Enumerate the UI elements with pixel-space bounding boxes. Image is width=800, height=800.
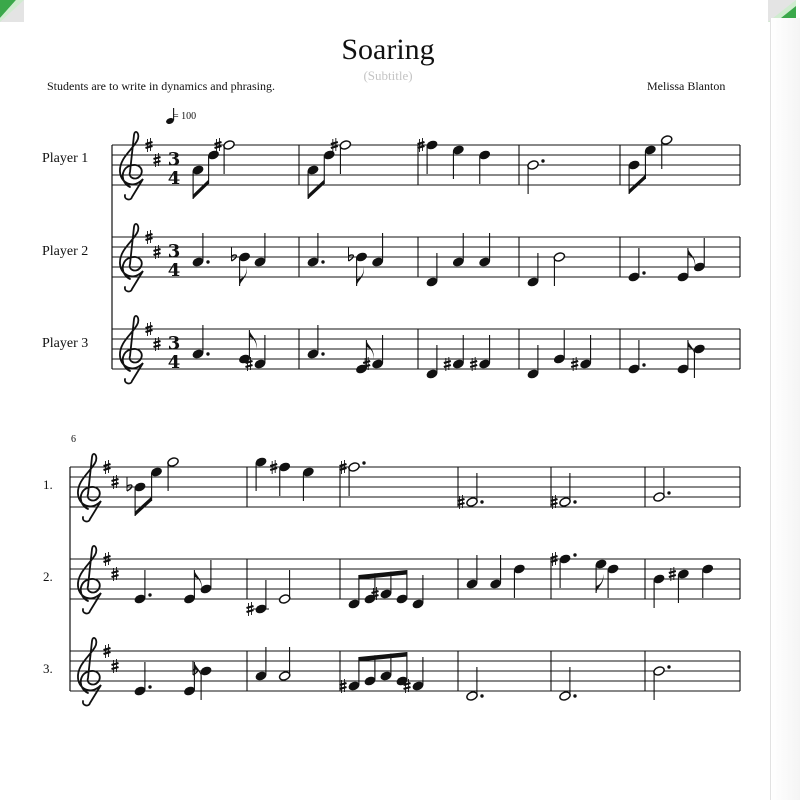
part-label-player-1: Player 1 (42, 151, 89, 166)
augmentation-dot (667, 665, 670, 668)
sharp-bar (270, 464, 277, 466)
sharp-bar (669, 571, 676, 573)
sharp-bar (104, 648, 111, 650)
treble-clef-icon (120, 316, 143, 384)
sharp-bar (146, 142, 153, 144)
treble-clef-path (78, 638, 101, 706)
time-signature-numerator: 3 (167, 241, 181, 262)
sharp-bar (404, 687, 411, 689)
sharp-bar (571, 361, 578, 363)
sharp-bar (154, 161, 161, 163)
time-signature-denominator: 4 (167, 260, 181, 281)
sharp-bar (418, 142, 425, 144)
score-instructions: Students are to write in dynamics and phrasing. (47, 79, 275, 93)
sharp-bar (270, 468, 277, 470)
note-flag (357, 267, 364, 286)
beam (135, 497, 152, 517)
beam (308, 180, 324, 200)
sharp-bar (215, 142, 222, 144)
sharp-bar (146, 146, 153, 148)
sharp-bar (104, 556, 111, 558)
augmentation-dot (148, 685, 151, 688)
sharp-bar (331, 146, 338, 148)
sharp-bar (104, 560, 111, 562)
note-flag (596, 574, 603, 593)
treble-clef-path (120, 224, 143, 292)
treble-clef-path (120, 132, 143, 200)
part-label-1: 1. (43, 477, 53, 492)
sharp-bar (246, 365, 253, 367)
sharp-bar (154, 341, 161, 343)
beam (359, 570, 407, 580)
sharp-bar (247, 606, 254, 608)
augmentation-dot (573, 500, 576, 503)
sharp-bar (112, 663, 119, 665)
sharp-bar (112, 571, 119, 573)
treble-clef-path (78, 454, 101, 522)
flat-icon (349, 247, 354, 261)
sharp-bar (154, 345, 161, 347)
beam (359, 652, 407, 662)
note-flag (366, 340, 373, 359)
sharp-bar (470, 361, 477, 363)
augmentation-dot (206, 260, 209, 263)
treble-clef-icon (78, 638, 101, 706)
augmentation-dot (573, 694, 576, 697)
part-label-3: 3. (43, 661, 53, 676)
time-signature-denominator: 4 (167, 168, 181, 189)
sharp-bar (146, 238, 153, 240)
augmentation-dot (321, 352, 324, 355)
sharp-bar (104, 468, 111, 470)
flat-bowl (232, 255, 237, 261)
time-signature-denominator: 4 (167, 352, 181, 373)
beam (629, 175, 645, 195)
sharp-bar (340, 464, 347, 466)
augmentation-dot (362, 461, 365, 464)
sharp-bar (112, 575, 119, 577)
treble-clef-icon (78, 546, 101, 614)
sharp-bar (112, 483, 119, 485)
beam (193, 180, 209, 200)
treble-clef-path (120, 316, 143, 384)
augmentation-dot (541, 159, 544, 162)
part-label-player-2: Player 2 (42, 244, 89, 259)
sharp-bar (154, 249, 161, 251)
augmentation-dot (667, 491, 670, 494)
augmentation-dot (206, 352, 209, 355)
treble-clef-icon (120, 132, 143, 200)
note-flag (240, 267, 247, 286)
sharp-bar (154, 253, 161, 255)
part-label-player-3: Player 3 (42, 336, 89, 351)
flat-bowl (127, 485, 132, 491)
sharp-bar (215, 146, 222, 148)
sharp-bar (104, 464, 111, 466)
sharp-bar (331, 142, 338, 144)
sharp-bar (104, 652, 111, 654)
sharp-bar (669, 575, 676, 577)
note-flag (194, 570, 201, 589)
flat-bowl (349, 255, 354, 261)
treble-clef-path (78, 546, 101, 614)
sharp-bar (247, 610, 254, 612)
sharp-bar (146, 234, 153, 236)
sharp-bar (444, 361, 451, 363)
augmentation-dot (642, 271, 645, 274)
time-signature-numerator: 3 (167, 333, 181, 354)
augmentation-dot (573, 553, 576, 556)
treble-clef-icon (78, 454, 101, 522)
sharp-bar (571, 365, 578, 367)
sharp-bar (470, 365, 477, 367)
sharp-bar (444, 365, 451, 367)
sharp-bar (551, 556, 558, 558)
augmentation-dot (642, 363, 645, 366)
sharp-icon (247, 602, 254, 616)
score-subtitle: (Subtitle) (363, 68, 413, 83)
augmentation-dot (480, 694, 483, 697)
score-title: Soaring (341, 33, 435, 66)
sharp-bar (112, 479, 119, 481)
augmentation-dot (321, 260, 324, 263)
tempo-marking: = 100 (173, 111, 197, 122)
sharp-bar (112, 667, 119, 669)
time-signature-numerator: 3 (167, 149, 181, 170)
sharp-bar (146, 326, 153, 328)
augmentation-dot (148, 593, 151, 596)
augmentation-dot (480, 500, 483, 503)
sharp-bar (146, 330, 153, 332)
part-label-2: 2. (43, 569, 53, 584)
flat-icon (127, 477, 132, 491)
flat-icon (232, 247, 237, 261)
composer-name: Melissa Blanton (647, 79, 726, 93)
note-flag (688, 248, 695, 267)
sharp-bar (154, 157, 161, 159)
measure-number: 6 (71, 434, 76, 445)
note-flag (249, 330, 256, 349)
treble-clef-icon (120, 224, 143, 292)
